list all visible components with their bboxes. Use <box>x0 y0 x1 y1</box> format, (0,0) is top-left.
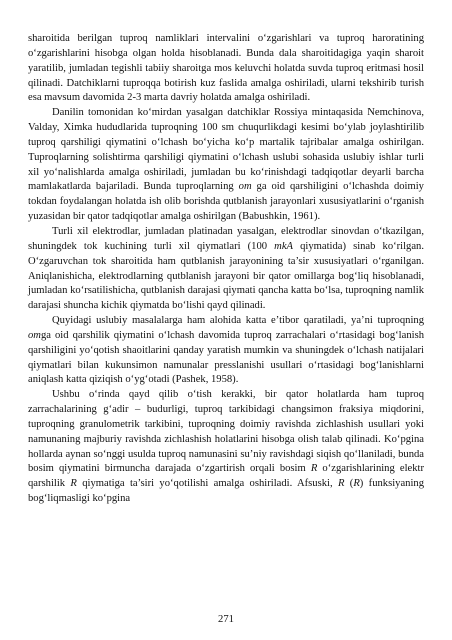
paragraph-3 <box>28 225 424 314</box>
page-number: 271 <box>218 614 234 625</box>
text-run: Quyidagi uslubiy masalalarga ham alohida katta e’tibor qaratiladi, ya’ni tuproqning <box>52 315 424 327</box>
paragraph-2 <box>28 106 424 225</box>
text-run: ) funksiyaning bog‘liqmasligi ko‘pgina <box>28 478 424 505</box>
text-run: Turli xil elektrodlar, jumladan platinadan yasalgan, elektrodlar sinovdan o‘tkazilgan, shuningdek tok kuchining turli xil qiymatlari (100 <box>28 225 424 252</box>
text-run: qiymatida) sinab ko‘rilgan. O‘zgaruvchan tok sharoitida ham qutblanish jarayonining ta’sir xususiyatlari o‘rganilgan. Aniqlanishicha, elektrodlarning qutblanish jarayoni bir qator omillarga bog‘liq hisoblanadi, jumladan ko‘rsatilishicha, qutblanish darajasi qiymati qancha katta bo‘lsa, tuproqning namlik darajasi shuncha kichik qiymatda bo‘lishi qayd qilinadi. <box>28 240 424 312</box>
text-run: ga oid qarshilik qiymatini o‘lchash davomida tuproq zarrachalari o‘rtasidagi bog‘lanish qarshiligini yo‘qotish shaoitlarini qanday yaratish mumkin va shuningdek o‘lchash natijalari qiymatlari bilan kukunsimon namunalar presslanishi usullari o‘rtasidagi bog‘lanishlarni aniqlash katta qiziqish o‘yg‘otadi (Pashek, 1958). <box>28 329 424 386</box>
text-run: ( <box>344 478 354 490</box>
text-run: Danilin tomonidan ko‘mirdan yasalgan datchiklar Rossiya mintaqasida Nemchinova, Valday, Ximka hududlarida tuproqning 100 sm chuqurlikdagi kesimi bo‘ylab joylashtirilib tuproq qarshiligi qiymatini o‘lchash bo‘yicha ko‘p martalik tajribalar amalga oshirilgan. Tuproqlarning solishtirma qarshiligi qiymatini o‘lchash uslubi sohasida uslubiy ishlar turli xil yo‘nalishlarda amalga oshiriladi, jumladan bu ko‘rinishdagi tadqiqotlar deyarli barcha mamlakatlarda bajariladi. Bunda tuproqlarning <box>28 107 424 193</box>
text-run: sharoitida berilgan tuproq namliklari intervalini o‘zgarishlari va tuproq haroratining o‘zgarishlarini hisobga olgan holda hisoblanadi. Bunda dala sharoitidagiga yaqin sharoit yaratilib, jumladan tegishli tabiiy sharoitga mos keluvchi holatda suvda tuproq eritmasi hosil qilinadi. Datchiklarni tuproqqa botirish kuz faslida amalga oshiriladi, ularni tekshirib turish esa mavsum davomida 2-3 marta davriy holatda amalga oshiriladi. <box>28 33 424 104</box>
italic-term: R <box>310 463 318 475</box>
paragraph-5 <box>28 388 424 507</box>
text-run: ga oid qarshiligini o‘lchashda doimiy tokdan foydalangan holatda ish olib borishda qutblanish jarayonlari xususiyatlarini o‘rganish yuzasidan bir qator tadqiqotlar amalga oshirilgan (Babushkin, 1961). <box>28 181 424 223</box>
italic-term: om <box>238 181 252 193</box>
paragraph-1 <box>28 32 424 106</box>
italic-term: R <box>70 478 77 490</box>
document-body <box>28 32 424 507</box>
italic-term: R <box>337 478 345 490</box>
text-run: o‘zgarishlarining elektr qarshilik <box>28 463 424 490</box>
paragraph-4 <box>28 314 424 388</box>
italic-term: om <box>28 329 41 341</box>
text-run: qiymatiga ta’siri yo‘qotilishi amalga oshiriladi. Afsuski, <box>76 478 338 490</box>
text-run: Ushbu o‘rinda qayd qilib o‘tish kerakki, bir qator holatlarda ham tuproq zarrachalarining g‘adir – budurligi, tuproq tarkibidagi changsimon fraksiya miqdorini, tuproqning granulometrik tarkibini, tuproqning doimiy ravishda zichlashish usullari yoki namunaning majburiy ravishda zichlashish holatlarini hisobga olish talab qilinadi. Ko‘pgina hollarda aynan so‘nggi usulda tuproq namunasini su’niy ravishdagi siqish qo‘llaniladi, bunda bosim qiymatini birmuncha darajada o‘zgartirish orqali bosim <box>28 389 424 475</box>
italic-term: R <box>353 478 360 490</box>
italic-term: mkA <box>274 240 293 252</box>
